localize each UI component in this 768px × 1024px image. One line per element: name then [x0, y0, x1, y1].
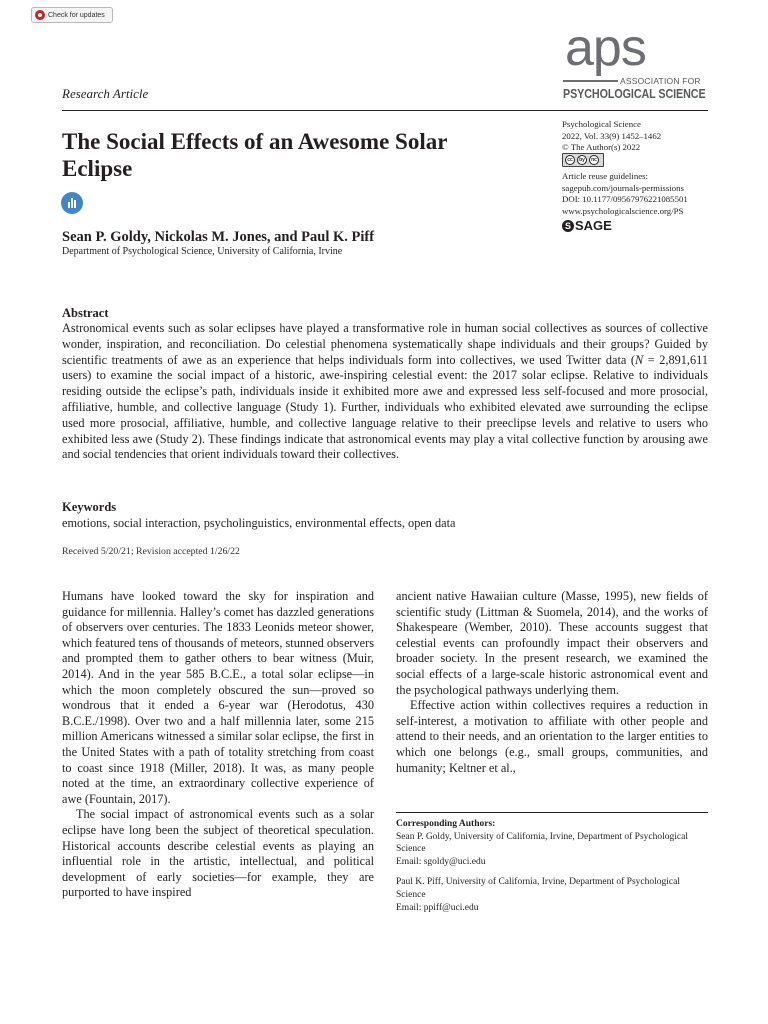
correspondence-author-1-name: Sean P. Goldy, University of California, Irvine, Department of Psychological Science — [396, 831, 688, 855]
permissions-link[interactable]: sagepub.com/journals-permissions — [562, 182, 684, 193]
body-paragraph: The social impact of astronomical events such as a solar eclipse have long been the subject of theoretical speculation. Historical accounts describe celestial events as playing an influential role in the artistic, intellectual, and political development of early societies—for example, they are purported to have inspired — [62, 807, 374, 900]
journal-copyright: © The Author(s) 2022 — [562, 142, 641, 152]
bar-chart-icon — [61, 192, 83, 214]
keywords-list: emotions, social interaction, psycholinguistics, environmental effects, open data — [62, 516, 456, 530]
header-divider — [62, 110, 708, 111]
submission-dates: Received 5/20/21; Revision accepted 1/26/22 — [62, 546, 240, 557]
article-title: The Social Effects of an Awesome Solar Eclipse — [62, 129, 448, 181]
journal-info — [562, 119, 712, 154]
journal-site-link[interactable]: www.psychologicalscience.org/PS — [562, 205, 684, 216]
sage-logo — [562, 218, 612, 233]
abstract-heading: Abstract — [62, 306, 109, 320]
journal-name: Psychological Science — [562, 119, 641, 129]
correspondence-author-2 — [396, 876, 708, 914]
correspondence-author-1-email[interactable]: Email: sgoldy@uci.edu — [396, 856, 486, 867]
creative-commons-license-icon[interactable] — [562, 153, 604, 167]
check-for-updates-badge[interactable] — [31, 7, 113, 23]
abstract-text-part2: = 2,891,611 users) to examine the social impact of a historic, awe-inspiring celestial event: the 2017 solar eclipse. Relative to individuals residing outside the eclipse’s path, individuals inside it exhibited more awe and expressed less self-focused and more prosocial, affiliative, humble, and collective language (Study 1). Further, individuals who exhibited elevated awe surrounding the eclipse used more prosocial, affiliative, humble, and collective language relative to their preeclipse levels and relative to users who exhibited less awe (Study 2). These findings indicate that astronomical events may play a vital collective function by arousing awe and social tendencies that orient individuals toward their collectives. — [62, 352, 708, 462]
aps-logo-line1: ASSOCIATION FOR — [620, 76, 701, 86]
cc-by-icon: by — [577, 155, 587, 165]
corresponding-authors — [396, 818, 708, 922]
correspondence-author-2-name: Paul K. Piff, University of California, Irvine, Department of Psychological Science — [396, 877, 680, 900]
body-column-left — [62, 589, 374, 901]
keywords-heading: Keywords — [62, 500, 117, 514]
aps-logo-line2: PSYCHOLOGICAL SCIENCE — [563, 87, 706, 101]
sage-s-icon: S — [562, 220, 574, 232]
cc-icon: cc — [565, 155, 575, 165]
author-affiliation: Department of Psychological Science, University of California, Irvine — [62, 246, 343, 257]
abstract-text — [62, 321, 708, 463]
cc-nc-icon: nc — [589, 155, 599, 165]
abstract-text-part1: Astronomical events such as solar eclipses have played a transformative role in human social collectives as sources of collective wonder, inspiration, and reconciliation. Do celestial phenomena systematically shape individuals and their groups? Guided by scientific treatments of awe as an experience that helps individuals form into collectives, we used Twitter data ( — [62, 321, 708, 367]
body-paragraph: ancient native Hawaiian culture (Masse, 1995), new fields of scientific study (Littman & Suomela, 2014), and the works of Shakespeare (Wember, 2010). These accounts suggest that celestial events can profoundly impact their observers and broader society. In the present research, we examined the social effects of a large-scale historic astronomical event and the psychological pathways underlying them. — [396, 589, 708, 697]
correspondence-divider — [396, 812, 708, 813]
author-list: Sean P. Goldy, Nickolas M. Jones, and Paul K. Piff — [62, 229, 375, 245]
correspondence-author-2-email[interactable]: Email: ppiff@uci.edu — [396, 902, 479, 913]
aps-logo-word: aps — [565, 19, 646, 77]
open-data-badge-icon — [61, 192, 83, 214]
check-for-updates-label: Check for updates — [48, 11, 105, 19]
sample-size-symbol: N — [635, 352, 644, 367]
correspondence-author-1 — [396, 831, 708, 869]
body-column-right — [396, 589, 708, 776]
body-paragraph: Effective action within collectives requires a reduction in self-interest, a motivation to affiliate with other people and attend to their needs, and an orientation to the larger entities to which one belongs (e.g., small groups, communities, and humanity; Keltner et al., — [396, 698, 708, 775]
reuse-label: Article reuse guidelines: — [562, 171, 648, 181]
doi-link[interactable]: DOI: 10.1177/09567976221085501 — [562, 194, 688, 204]
aps-logo-rule — [563, 80, 618, 82]
sage-logo-text: SAGE — [575, 218, 612, 233]
article-type: Research Article — [62, 86, 149, 101]
reuse-info — [562, 171, 722, 217]
correspondence-heading: Corresponding Authors: — [396, 819, 496, 829]
journal-volume: 2022, Vol. 33(9) 1452–1462 — [562, 130, 662, 141]
crossmark-icon — [35, 10, 45, 20]
body-paragraph: Humans have looked toward the sky for inspiration and guidance for millennia. Halley’s comet has dazzled generations of observers over centuries. The 1833 Leonids meteor shower, which featured tens of thousands of meteors, stunned observers and prompted them to gather others to bear witness (Muir, 2014). And in the year 585 B.C.E., a total solar eclipse—in which the moon completely obscured the sun—proved so wondrous that it ended a 6-year war (Herodotus, 430 B.C.E./1998). Over two and a half millennia later, some 215 million Americans witnessed a similar solar eclipse, the first in the United States with a path of totality stretching from coast to coast since 1918 (Miller, 2018). It was, as many people noted at the time, an extraordinary collective experience of awe (Fountain, 2017). — [62, 589, 374, 806]
